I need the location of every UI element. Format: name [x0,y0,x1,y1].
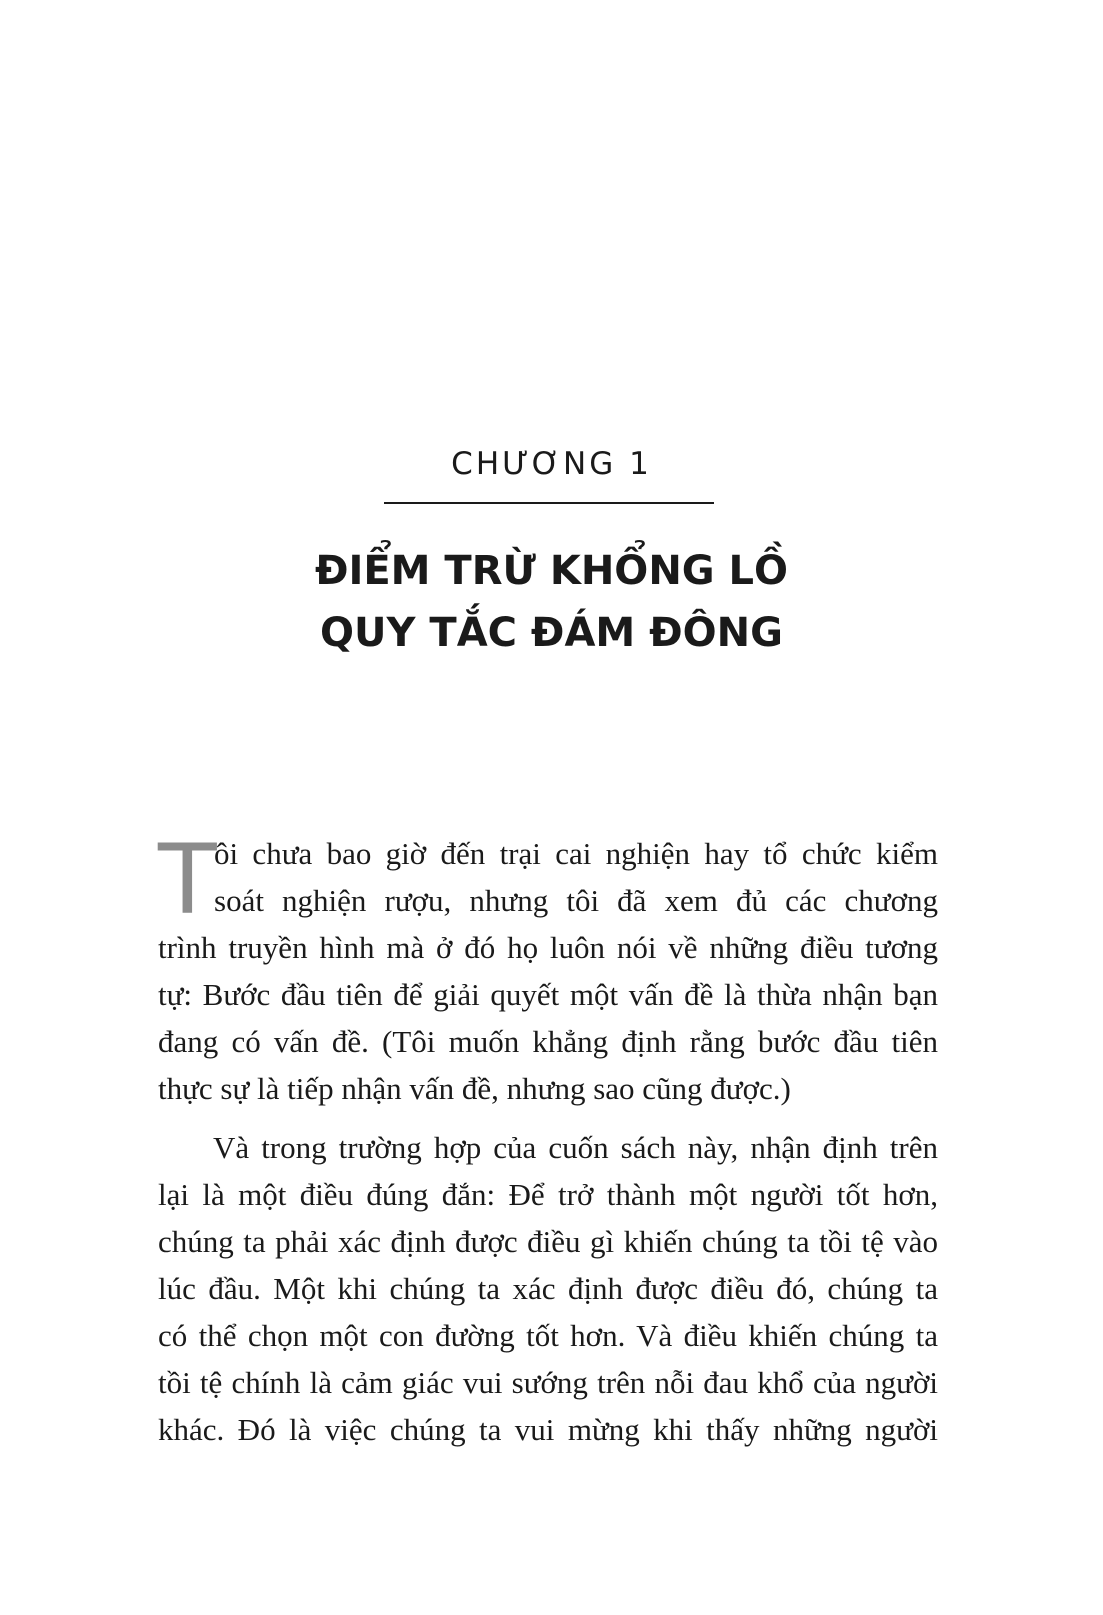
text-line: soát nghiện rượu, nhưng tôi đã xem đủ các chương [214,883,938,918]
chapter-title-line: ĐIỂM TRỪ KHỔNG LỒ [314,548,789,594]
text-line: tự: Bước đầu tiên để giải quyết một vấn đề là thừa nhận bạn [158,977,938,1012]
paragraph-spacing [158,1112,938,1124]
text-line: đang có vấn đề. (Tôi muốn khẳng định rằng bước đầu tiên [158,1024,938,1059]
paragraph [158,824,938,1112]
paragraph [158,1124,938,1453]
body-text [158,824,938,1453]
text-line: thực sự là tiếp nhận vấn đề, nhưng sao cũng được.) [158,1071,791,1106]
text-line: khác. Đó là việc chúng ta vui mừng khi thấy những người [158,1412,938,1447]
text-line: Và trong trường hợp của cuốn sách này, nhận định trên [213,1130,938,1165]
chapter-label: CHƯƠNG 1 [451,446,652,482]
text-line: có thể chọn một con đường tốt hơn. Và điều khiến chúng ta [158,1318,938,1353]
text-line: lúc đầu. Một khi chúng ta xác định được điều đó, chúng ta [158,1271,938,1306]
text-line: tồi tệ chính là cảm giác vui sướng trên nỗi đau khổ của người [158,1365,938,1400]
text-line: ôi chưa bao giờ đến trại cai nghiện hay tổ chức kiểm [214,836,938,871]
drop-cap: T [158,824,217,936]
chapter-title-line: QUY TẮC ĐÁM ĐÔNG [320,610,783,656]
text-line: chúng ta phải xác định được điều gì khiến chúng ta tồi tệ vào [158,1224,938,1259]
text-line: trình truyền hình mà ở đó họ luôn nói về những điều tương [158,930,938,965]
chapter-divider [384,502,714,504]
chapter-title [0,540,1103,664]
text-line: lại là một điều đúng đắn: Để trở thành một người tốt hơn, [158,1177,938,1212]
